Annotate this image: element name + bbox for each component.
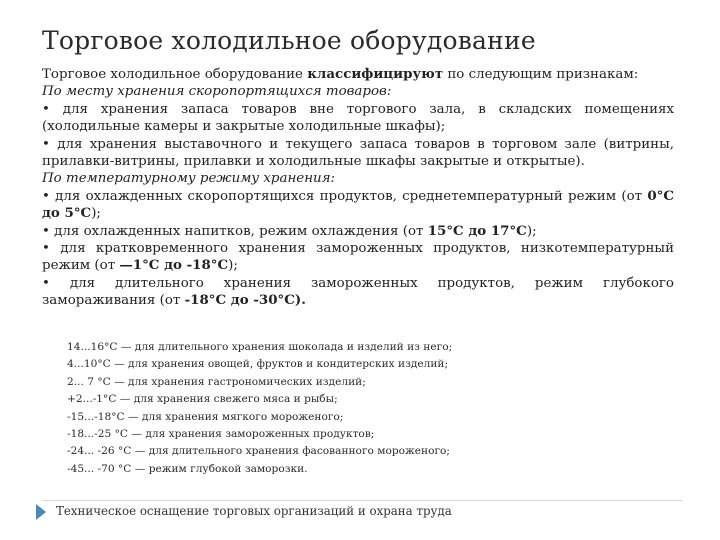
temperature-list-item: 2... 7 °С — для хранения гастрономических изделий; [67, 375, 366, 388]
item-temperature: -18°С до -30°С). [184, 292, 306, 309]
item-temperature: 0°С до 5°С [42, 187, 675, 222]
intro-text-end: по следующим признакам: [443, 67, 639, 82]
storage-place-item-2: • для хранения выставочного и текущего запаса товаров в торговом зале (витрины, прилавки-витрины, прилавки и холодильные шкафы закрытые и открытые). [42, 136, 674, 171]
slide-body [42, 66, 674, 310]
temperature-mode-item-4 [42, 275, 674, 310]
temperature-mode-heading-text: По температурному режиму хранения: [42, 171, 336, 187]
item-text: для длительного хранения замороженных продуктов, режим глубокого замораживания (от [42, 275, 674, 309]
footer-caption: Техническое оснащение торговых организаций и охрана труда [56, 504, 452, 518]
temperature-mode-item-1 [42, 188, 674, 223]
storage-place-heading [42, 83, 674, 100]
item-text-end: ); [526, 223, 537, 239]
item-temperature: —1°С до -18°С [119, 257, 229, 274]
item-text: для охлажденных напитков, режим охлаждения (от [54, 223, 428, 239]
footer-divider [42, 500, 682, 501]
temperature-list-item: 14...16°С — для длительного хранения шоколада и изделий из него; [67, 341, 453, 353]
arrow-right-icon [36, 504, 46, 520]
temperature-list [67, 339, 452, 478]
temperature-mode-heading [42, 170, 674, 187]
temperature-mode-item-3 [42, 240, 674, 275]
item-text: для кратковременного хранения замороженных продуктов, низкотемпературный режим (от [42, 241, 675, 274]
temperature-mode-item-2 [42, 223, 674, 240]
storage-place-item-1: • для хранения запаса товаров вне торгового зала, в складских помещениях (холодильные камеры и закрытые холодильные шкафы); [42, 101, 674, 136]
intro-paragraph [42, 66, 674, 83]
storage-place-heading-text: По месту хранения скоропортящихся товаров: [42, 84, 392, 100]
temperature-list-item: +2...-1°С — для хранения свежего мяса и рыбы; [67, 393, 338, 406]
intro-bold-word: классифицируют [307, 66, 444, 82]
intro-text-start: Торговое холодильное оборудование [42, 67, 308, 82]
temperature-list-item: 4...10°С — для хранения овощей, фруктов и кондитерских изделий; [67, 358, 449, 371]
temperature-list-item: -24... -26 °С — для длительного хранения фасованного мороженого; [67, 445, 450, 458]
slide-title: Торговое холодильное оборудование [42, 26, 536, 55]
temperature-list-item: -18...-25 °С — для хранения замороженных продуктов; [67, 428, 375, 441]
item-text-end: ); [91, 206, 101, 222]
item-text: для охлажденных скоропортящихся продуктов, среднетемпературный режим (от [55, 188, 648, 204]
temperature-list-item: -15...-18°С — для хранения мягкого мороженого; [67, 410, 344, 423]
item-text-end: ); [228, 258, 238, 274]
item-temperature: 15°С до 17°С [427, 222, 527, 239]
temperature-list-item: -45... -70 °С — режим глубокой заморозки. [67, 462, 308, 475]
